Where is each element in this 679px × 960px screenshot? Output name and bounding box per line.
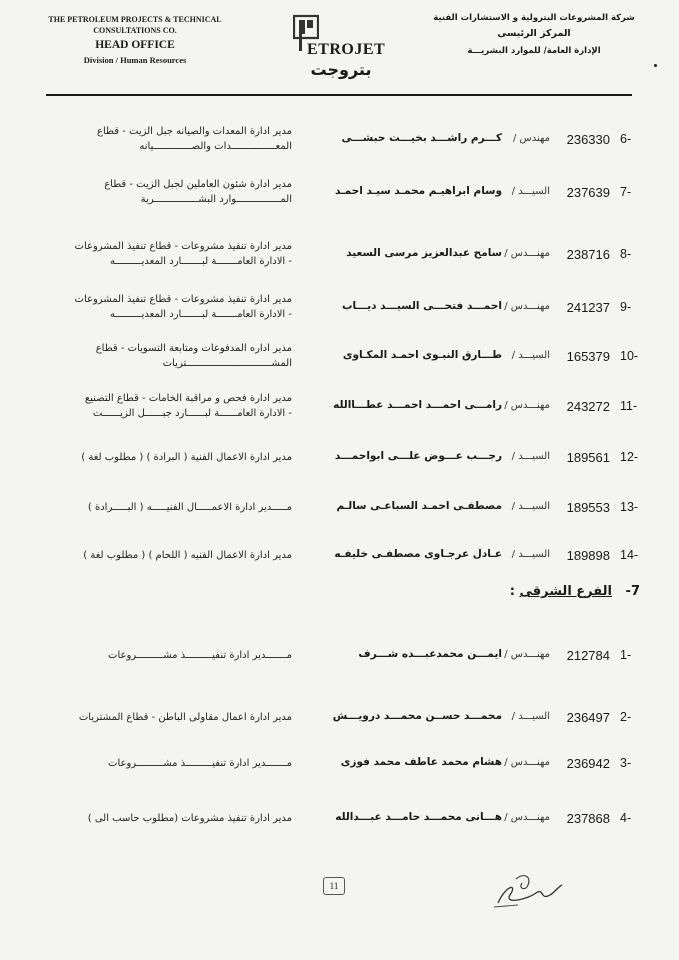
- employee-row: [0, 385, 679, 431]
- signature-icon: [488, 865, 568, 915]
- employee-title: مهنـــدس /: [504, 757, 550, 768]
- employee-title: السيـــد /: [511, 501, 550, 512]
- company-name-en-line1: THE PETROLEUM PROJECTS & TECHNICAL: [48, 15, 222, 24]
- row-number: 12-: [620, 450, 639, 464]
- section-heading: [470, 584, 640, 599]
- employee-id: 189561: [566, 450, 610, 465]
- row-number: 7-: [620, 185, 632, 199]
- employee-row: [0, 118, 679, 164]
- header-english-block: [30, 14, 240, 68]
- company-name-ar: شركة المشروعات البترولية و الاستشارات الفنية: [433, 13, 635, 23]
- company-name-en-line2: CONSULTATIONS CO.: [93, 26, 177, 35]
- petrojet-logo: [285, 12, 395, 82]
- employee-name: هـــانى محمـــد حامـــد عبـــدالله: [335, 811, 502, 823]
- employee-title: مهنـــدس /: [504, 400, 550, 411]
- employee-title: مهندس /: [513, 133, 550, 144]
- employee-title: السيـــد /: [511, 549, 550, 560]
- position-text: [38, 391, 292, 421]
- employee-row: [0, 286, 679, 332]
- employee-name: رامـــى احمـــد احمـــد عطـــاالله: [333, 399, 502, 411]
- position-line: - الادارة العامــــــة لبــــــارد جبــــــل الزيــــــت: [92, 408, 292, 419]
- position-text: [38, 500, 292, 515]
- division-ar: الإدارة العامة/ للموارد البشريـــة: [467, 46, 601, 56]
- employee-row: [0, 436, 679, 482]
- employee-title: السيـــد /: [511, 350, 550, 361]
- row-number: 3-: [620, 756, 632, 770]
- row-number: 13-: [620, 500, 639, 514]
- position-line: مـــــــدير ادارة تنفيـــــــــذ مشـــــــــروعات: [108, 650, 292, 661]
- employee-name: هشام محمد عاطف محمد فوزى: [340, 756, 502, 768]
- position-text: [38, 756, 292, 771]
- position-text: [38, 124, 292, 154]
- section-number: 7-: [625, 584, 640, 599]
- employee-name: عـادل عرجـاوى مصطفـى خليفـه: [334, 548, 502, 560]
- row-number: 9-: [620, 300, 632, 314]
- position-line: مـــــــدير ادارة تنفيـــــــــذ مشـــــــــروعات: [108, 758, 292, 769]
- position-line: - الادارة العامـــــــة لبـــــــارد المعديـــــــــه: [109, 256, 292, 267]
- mark-dot: [654, 64, 657, 67]
- employee-id: 236942: [566, 756, 610, 771]
- logo-text-en: ETROJET: [307, 41, 386, 58]
- employee-name: رجـــب عـــوض علـــى ابواحمـــد: [334, 450, 502, 462]
- position-line: مدير ادارة تنفيذ مشروعات (مطلوب حاسب الى ): [87, 813, 292, 824]
- employee-row: [0, 742, 679, 788]
- employee-row: [0, 171, 679, 217]
- employee-title: مهنـــدس /: [504, 301, 550, 312]
- position-line: مدير ادارة الاعمال الفنية ( البرادة ) ( مطلوب لغة ): [81, 452, 292, 463]
- employee-row: [0, 335, 679, 381]
- position-line: مدير اداره المدفوعات ومتابعة التسويات - قطاع: [95, 343, 292, 354]
- employee-row: [0, 233, 679, 279]
- page-number: 11: [323, 877, 345, 895]
- row-number: 14-: [620, 548, 639, 562]
- header-divider: [46, 94, 632, 96]
- employee-id: 212784: [566, 648, 610, 663]
- row-number: 4-: [620, 811, 632, 825]
- position-line: مدير ادارة تنفيذ مشروعات - قطاع تنفيذ المشروعات: [74, 294, 292, 305]
- position-line: - الادارة العامـــــــة لبـــــــارد المعديـــــــــه: [109, 309, 292, 320]
- employee-row: [0, 797, 679, 843]
- row-number: 11-: [620, 399, 638, 413]
- position-line: مـــــدير ادارة الاعمـــــال الفنيـــــه ( البـــــرادة ): [87, 502, 292, 513]
- position-text: [38, 177, 292, 207]
- employee-row: [0, 696, 679, 742]
- employee-id: 165379: [566, 349, 610, 364]
- position-line: مدير ادارة تنفيذ مشروعات - قطاع تنفيذ المشروعات: [74, 241, 292, 252]
- section-title: الفرع الشرقى: [519, 584, 612, 599]
- employee-title: السيـــد /: [511, 451, 550, 462]
- employee-row: [0, 486, 679, 532]
- employee-id: 189898: [566, 548, 610, 563]
- position-line: مدير ادارة شئون العاملين لجبل الزيت - قطاع: [104, 179, 292, 190]
- row-number: 2-: [620, 710, 632, 724]
- position-line: مدير ادارة فحص و مراقبة الخامات - قطاع التصنيع: [84, 393, 292, 404]
- row-number: 8-: [620, 247, 632, 261]
- employee-name: سامح عبدالعزيز مرسى السعيد: [346, 247, 502, 259]
- position-line: المـــــــــــــــوارد البشـــــــــــــــرية: [140, 194, 292, 205]
- logo-text-ar: بتروجت: [310, 60, 372, 79]
- position-text: [38, 710, 292, 725]
- employee-title: مهنـــدس /: [504, 812, 550, 823]
- row-number: 6-: [620, 132, 632, 146]
- employee-id: 243272: [566, 399, 610, 414]
- position-line: مدير ادارة الاعمال الفنيه ( اللحام ) ( مطلوب لغة ): [83, 550, 292, 561]
- employee-title: مهنـــدس /: [504, 248, 550, 259]
- employee-id: 189553: [566, 500, 610, 515]
- employee-id: 241237: [566, 300, 610, 315]
- employee-name: طـــارق النبـوى احمـد المكـاوى: [342, 349, 502, 361]
- employee-id: 238716: [566, 247, 610, 262]
- position-text: [38, 450, 292, 465]
- employee-id: 237868: [566, 811, 610, 826]
- employee-title: مهنـــدس /: [504, 649, 550, 660]
- position-text: [38, 811, 292, 826]
- position-text: [38, 292, 292, 322]
- row-number: 1-: [620, 648, 632, 662]
- section-colon: :: [509, 584, 515, 599]
- employee-row: [0, 534, 679, 580]
- position-text: [38, 648, 292, 663]
- division-en: Division / Human Resources: [83, 55, 187, 65]
- employee-id: 237639: [566, 185, 610, 200]
- position-line: المشـــــــــــــــــــــــــــــتريات: [162, 358, 292, 369]
- employee-title: السيـــد /: [511, 711, 550, 722]
- position-text: [38, 341, 292, 371]
- employee-name: ايمـــن محمدعبـــده شـــرف: [358, 648, 502, 660]
- position-line: مدير ادارة اعمال مقاولى الباطن - قطاع المشتريات: [78, 712, 292, 723]
- header-arabic-block: [419, 12, 649, 58]
- head-office-ar: المركز الرئيسى: [497, 28, 571, 39]
- employee-id: 236497: [566, 710, 610, 725]
- employee-name: كـــرم راشـــد بخيـــت حبشـــى: [341, 132, 502, 144]
- position-line: المعـــــــــــــــدات والصـــــــــــــيانه: [139, 141, 292, 152]
- employee-name: مصطفـى احمـد السباعـى سالـم: [336, 500, 502, 512]
- employee-title: السيـــد /: [511, 186, 550, 197]
- position-text: [38, 548, 292, 563]
- position-text: [38, 239, 292, 269]
- employee-name: وسام ابراهيـم محمـد سيـد احمـد: [334, 185, 502, 197]
- employee-row: [0, 634, 679, 680]
- row-number: 10-: [620, 349, 639, 363]
- position-line: مدير ادارة المعدات والصيانه جبل الزيت - قطاع: [97, 126, 292, 137]
- head-office-en: HEAD OFFICE: [95, 39, 175, 51]
- employee-name: احمـــد فتحـــى السيـــد ديـــاب: [341, 300, 502, 312]
- employee-id: 236330: [566, 132, 610, 147]
- employee-name: محمـــد حســن محمـــد درويـــش: [332, 710, 502, 722]
